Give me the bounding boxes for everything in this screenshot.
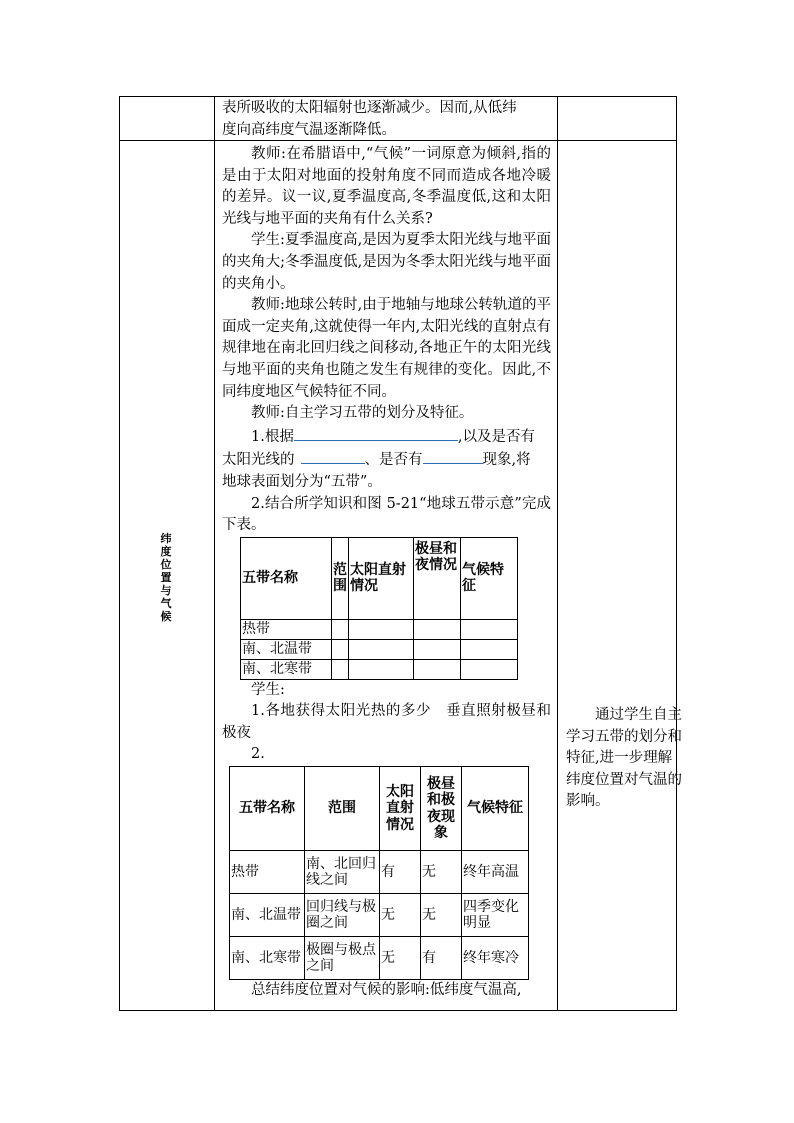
table2-header-zone: 五带名称: [230, 767, 305, 851]
table2-cell: 四季变化明显: [462, 894, 529, 937]
table2-row-tropics: [230, 851, 529, 894]
answer-1: 1.各地获得太阳光热的多少 垂直照射极昼和极夜: [222, 703, 551, 741]
table1-cell-empty[interactable]: [414, 619, 461, 639]
table2-header-climate: 气候特征: [462, 767, 529, 851]
table2-cell: 终年寒冷: [462, 937, 529, 980]
table1-header-polar: 极昼和夜情况: [414, 537, 461, 619]
table1-cell-zone: 南、北温带: [241, 639, 332, 659]
top-left-cell: [120, 97, 215, 141]
table2-cell: 回归线与极圈之间: [305, 894, 380, 937]
fill-blank-1[interactable]: [294, 425, 458, 441]
table2-row-frigid: [230, 937, 529, 980]
table2-row-temperate: [230, 894, 529, 937]
student-label: 学生:: [251, 681, 285, 698]
summary-line: 总结纬度位置对气候的影响:低纬度气温高,: [251, 982, 522, 999]
table1-cell-empty[interactable]: [461, 659, 518, 679]
table2-cell: 热带: [230, 851, 305, 894]
top-line-2: 度向高纬度气温逐渐降低。: [222, 121, 396, 138]
table1-cell-empty[interactable]: [332, 639, 349, 659]
table1-cell-empty[interactable]: [332, 659, 349, 679]
question-1-line-3: 地球表面划分为“五带”。: [222, 473, 382, 490]
question-2: 2.结合所学知识和图 5-21“地球五带示意”完成下表。: [222, 495, 551, 534]
student-paragraph-1: 学生:夏季温度高,是因为夏季太阳光线与地平面的夹角大;冬季温度低,是因为冬季太阳光线与地平面的夹角小。: [222, 232, 551, 292]
fill-blank-3[interactable]: [423, 448, 483, 464]
table1-row-frigid: [241, 659, 518, 679]
table2-cell: 南、北回归线之间: [305, 851, 380, 894]
table2-header-polar: 极昼和极夜现象: [421, 767, 462, 851]
table2-cell: 有: [421, 937, 462, 980]
answer-2-label: 2.: [251, 746, 265, 763]
teacher-paragraph-1: 教师:在希腊语中,“气候”一词原意为倾斜,指的是由于太阳对地面的投射角度不同而造成各地冷暖的差异。议一议,夏季温度高,冬季温度低,这和太阳光线与地平面的夹角有什么关系?: [222, 146, 551, 227]
table2-cell: 无: [380, 937, 421, 980]
table1-row-tropics: [241, 619, 518, 639]
table1-cell-empty[interactable]: [349, 619, 414, 639]
table2-header-row: [230, 767, 529, 851]
question-1: 1.根据 ,以及是否有: [222, 425, 551, 449]
table2-cell: 无: [380, 894, 421, 937]
table2-header-range: 范围: [305, 767, 380, 851]
table2-cell: 无: [421, 851, 462, 894]
table1-header-climate: 气候特征: [461, 537, 518, 619]
table1-cell-empty[interactable]: [332, 619, 349, 639]
table1-cell-zone: 南、北寒带: [241, 659, 332, 679]
question-1-line-2: 太阳光线的 、是否有 现象,将: [222, 448, 551, 472]
table2-cell: 南、北寒带: [230, 937, 305, 980]
main-content-cell: [215, 141, 558, 1011]
fill-blank-2[interactable]: [301, 448, 365, 464]
table1-header-sun: 太阳直射情况: [349, 537, 414, 619]
top-right-cell: [558, 97, 677, 141]
table1-header-range: 范围: [332, 537, 349, 619]
table1-cell-empty[interactable]: [414, 639, 461, 659]
teaching-note: 通过学生自主学习五带的划分和特征,进一步理解纬度位置对气温的影响。: [566, 707, 682, 810]
table1-cell-empty[interactable]: [349, 639, 414, 659]
top-line-1: 表所吸收的太阳辐射也逐渐减少。因而,从低纬: [222, 100, 517, 116]
table1-cell-empty[interactable]: [349, 659, 414, 679]
top-row: [120, 97, 677, 141]
table2-cell: 极圈与极点之间: [305, 937, 380, 980]
main-row: [120, 141, 677, 1011]
table2-cell: 终年高温: [462, 851, 529, 894]
table2-cell: 无: [421, 894, 462, 937]
table2-cell: 有: [380, 851, 421, 894]
section-label: 纬度位置与气候: [160, 532, 172, 623]
table1-header-zone: 五带名称: [241, 537, 332, 619]
table1-cell-empty[interactable]: [414, 659, 461, 679]
teacher-paragraph-3: 教师:自主学习五带的划分及特征。: [251, 405, 474, 422]
top-content-cell: [215, 97, 558, 141]
lesson-table: [119, 96, 677, 1011]
table1-cell-empty[interactable]: [461, 639, 518, 659]
table1-cell-zone: 热带: [241, 619, 332, 639]
five-zones-answer-table: [229, 766, 529, 980]
table2-header-sun: 太阳直射情况: [380, 767, 421, 851]
five-zones-blank-table: [240, 537, 518, 680]
table2-cell: 南、北温带: [230, 894, 305, 937]
teacher-paragraph-2: 教师:地球公转时,由于地轴与地球公转轨道的平面成一定夹角,这就使得一年内,太阳光线的直射点有规律地在南北回归线之间移动,各地正午的太阳光线与地平面的夹角也随之发生有规律的变化。因此,不同纬度地区气候特征不同。: [222, 297, 551, 400]
note-cell: [558, 141, 677, 1011]
table1-row-temperate: [241, 639, 518, 659]
table1-header-row: [241, 537, 518, 619]
table1-cell-empty[interactable]: [461, 619, 518, 639]
